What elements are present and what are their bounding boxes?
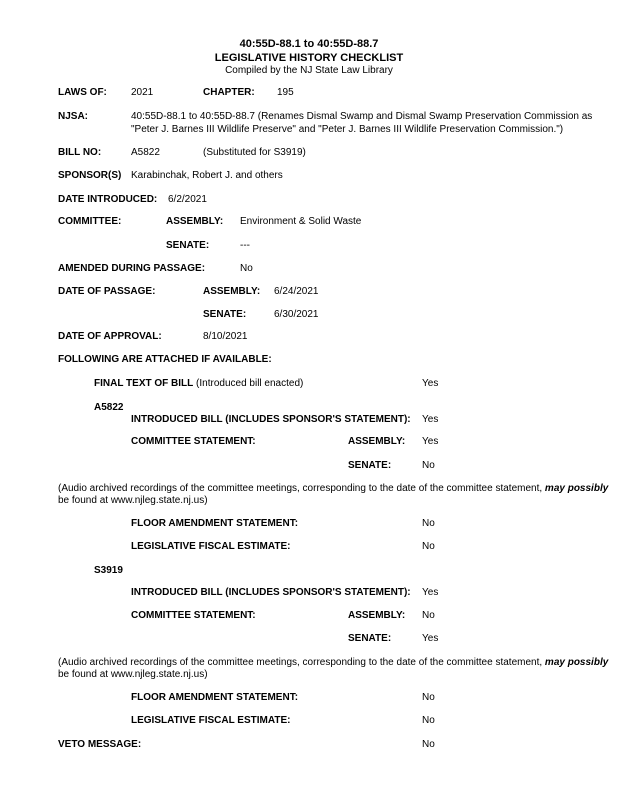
veto-label: VETO MESSAGE:: [58, 739, 142, 750]
audio-note-1-line1: [58, 483, 608, 495]
bill-no-label: BILL NO:: [58, 147, 102, 158]
a5822-assembly-value: Yes: [422, 436, 439, 447]
final-text-label: FINAL TEXT OF BILL: [94, 378, 194, 389]
a5822-fiscal-label: LEGISLATIVE FISCAL ESTIMATE:: [131, 541, 291, 552]
njsa-label: NJSA:: [58, 111, 89, 122]
date-introduced-value: 6/2/2021: [168, 194, 207, 205]
passage-assembly-value: 6/24/2021: [274, 286, 319, 297]
njsa-line1: 40:55D-88.1 to 40:55D-88.7 (Renames Dismal Swamp and Dismal Swamp Preservation Commission as: [131, 111, 593, 122]
amended-label: AMENDED DURING PASSAGE:: [58, 263, 206, 274]
bill-no-note: (Substituted for S3919): [203, 147, 306, 158]
a5822-senate-value: No: [422, 460, 435, 471]
s3919-label: S3919: [94, 565, 123, 576]
audio-note-2-line2: be found at www.njleg.state.nj.us): [58, 669, 208, 680]
s3919-senate-value: Yes: [422, 633, 439, 644]
date-of-passage-label: DATE OF PASSAGE:: [58, 286, 156, 297]
a5822-introduced-value: Yes: [422, 414, 439, 425]
s3919-assembly-value: No: [422, 610, 435, 621]
laws-of-label: LAWS OF:: [58, 87, 107, 98]
sponsor-value: Karabinchak, Robert J. and others: [131, 170, 283, 181]
audio-note-1-line2: be found at www.njleg.state.nj.us): [58, 495, 208, 506]
committee-label: COMMITTEE:: [58, 216, 122, 227]
final-text-value: Yes: [422, 378, 439, 389]
s3919-fiscal-value: No: [422, 715, 435, 726]
s3919-assembly-label: ASSEMBLY:: [348, 610, 406, 621]
chapter-value: 195: [277, 87, 294, 98]
passage-senate-value: 6/30/2021: [274, 309, 319, 320]
njsa-line2: "Peter J. Barnes III Wildlife Preserve" and "Peter J. Barnes III Wildlife Preservation Commission."): [131, 124, 564, 135]
document-title-line1: 40:55D-88.1 to 40:55D-88.7: [239, 38, 379, 50]
audio-note-1-text: (Audio archived recordings of the committee meetings, corresponding to the date of the committee statement,: [58, 483, 545, 494]
s3919-senate-label: SENATE:: [348, 633, 392, 644]
laws-of-value: 2021: [131, 87, 154, 98]
chapter-label: CHAPTER:: [203, 87, 255, 98]
s3919-introduced-label: INTRODUCED BILL (INCLUDES SPONSOR'S STATEMENT):: [131, 587, 411, 598]
a5822-introduced-label: INTRODUCED BILL (INCLUDES SPONSOR'S STATEMENT):: [131, 414, 411, 425]
audio-note-1-emph: may possibly: [544, 483, 609, 494]
s3919-introduced-value: Yes: [422, 587, 439, 598]
committee-assembly-label: ASSEMBLY:: [166, 216, 224, 227]
a5822-fiscal-value: No: [422, 541, 435, 552]
document-title-line2: LEGISLATIVE HISTORY CHECKLIST: [214, 52, 404, 64]
a5822-senate-label: SENATE:: [348, 460, 392, 471]
attached-heading: FOLLOWING ARE ATTACHED IF AVAILABLE:: [58, 354, 272, 365]
date-introduced-label: DATE INTRODUCED:: [58, 194, 158, 205]
s3919-floor-label: FLOOR AMENDMENT STATEMENT:: [131, 692, 299, 703]
sponsor-label: SPONSOR(S): [58, 170, 122, 181]
s3919-fiscal-label: LEGISLATIVE FISCAL ESTIMATE:: [131, 715, 291, 726]
amended-value: No: [240, 263, 253, 274]
veto-value: No: [422, 739, 435, 750]
committee-senate-label: SENATE:: [166, 240, 210, 251]
final-text-note: (Introduced bill enacted): [196, 378, 304, 389]
passage-senate-label: SENATE:: [203, 309, 247, 320]
document-subtitle: Compiled by the NJ State Law Library: [225, 65, 393, 76]
committee-assembly-value: Environment & Solid Waste: [240, 216, 362, 227]
a5822-floor-value: No: [422, 518, 435, 529]
a5822-floor-label: FLOOR AMENDMENT STATEMENT:: [131, 518, 299, 529]
final-text-row: [94, 378, 303, 390]
s3919-floor-value: No: [422, 692, 435, 703]
a5822-label: A5822: [94, 402, 124, 413]
passage-assembly-label: ASSEMBLY:: [203, 286, 261, 297]
bill-no-value: A5822: [131, 147, 160, 158]
date-of-approval-value: 8/10/2021: [203, 331, 248, 342]
a5822-committee-label: COMMITTEE STATEMENT:: [131, 436, 256, 447]
audio-note-2-line1: [58, 657, 608, 669]
committee-senate-value: ---: [240, 240, 250, 251]
s3919-committee-label: COMMITTEE STATEMENT:: [131, 610, 256, 621]
audio-note-2-text: (Audio archived recordings of the committee meetings, corresponding to the date of the committee statement,: [58, 657, 545, 668]
a5822-assembly-label: ASSEMBLY:: [348, 436, 406, 447]
audio-note-2-emph: may possibly: [544, 657, 609, 668]
date-of-approval-label: DATE OF APPROVAL:: [58, 331, 162, 342]
